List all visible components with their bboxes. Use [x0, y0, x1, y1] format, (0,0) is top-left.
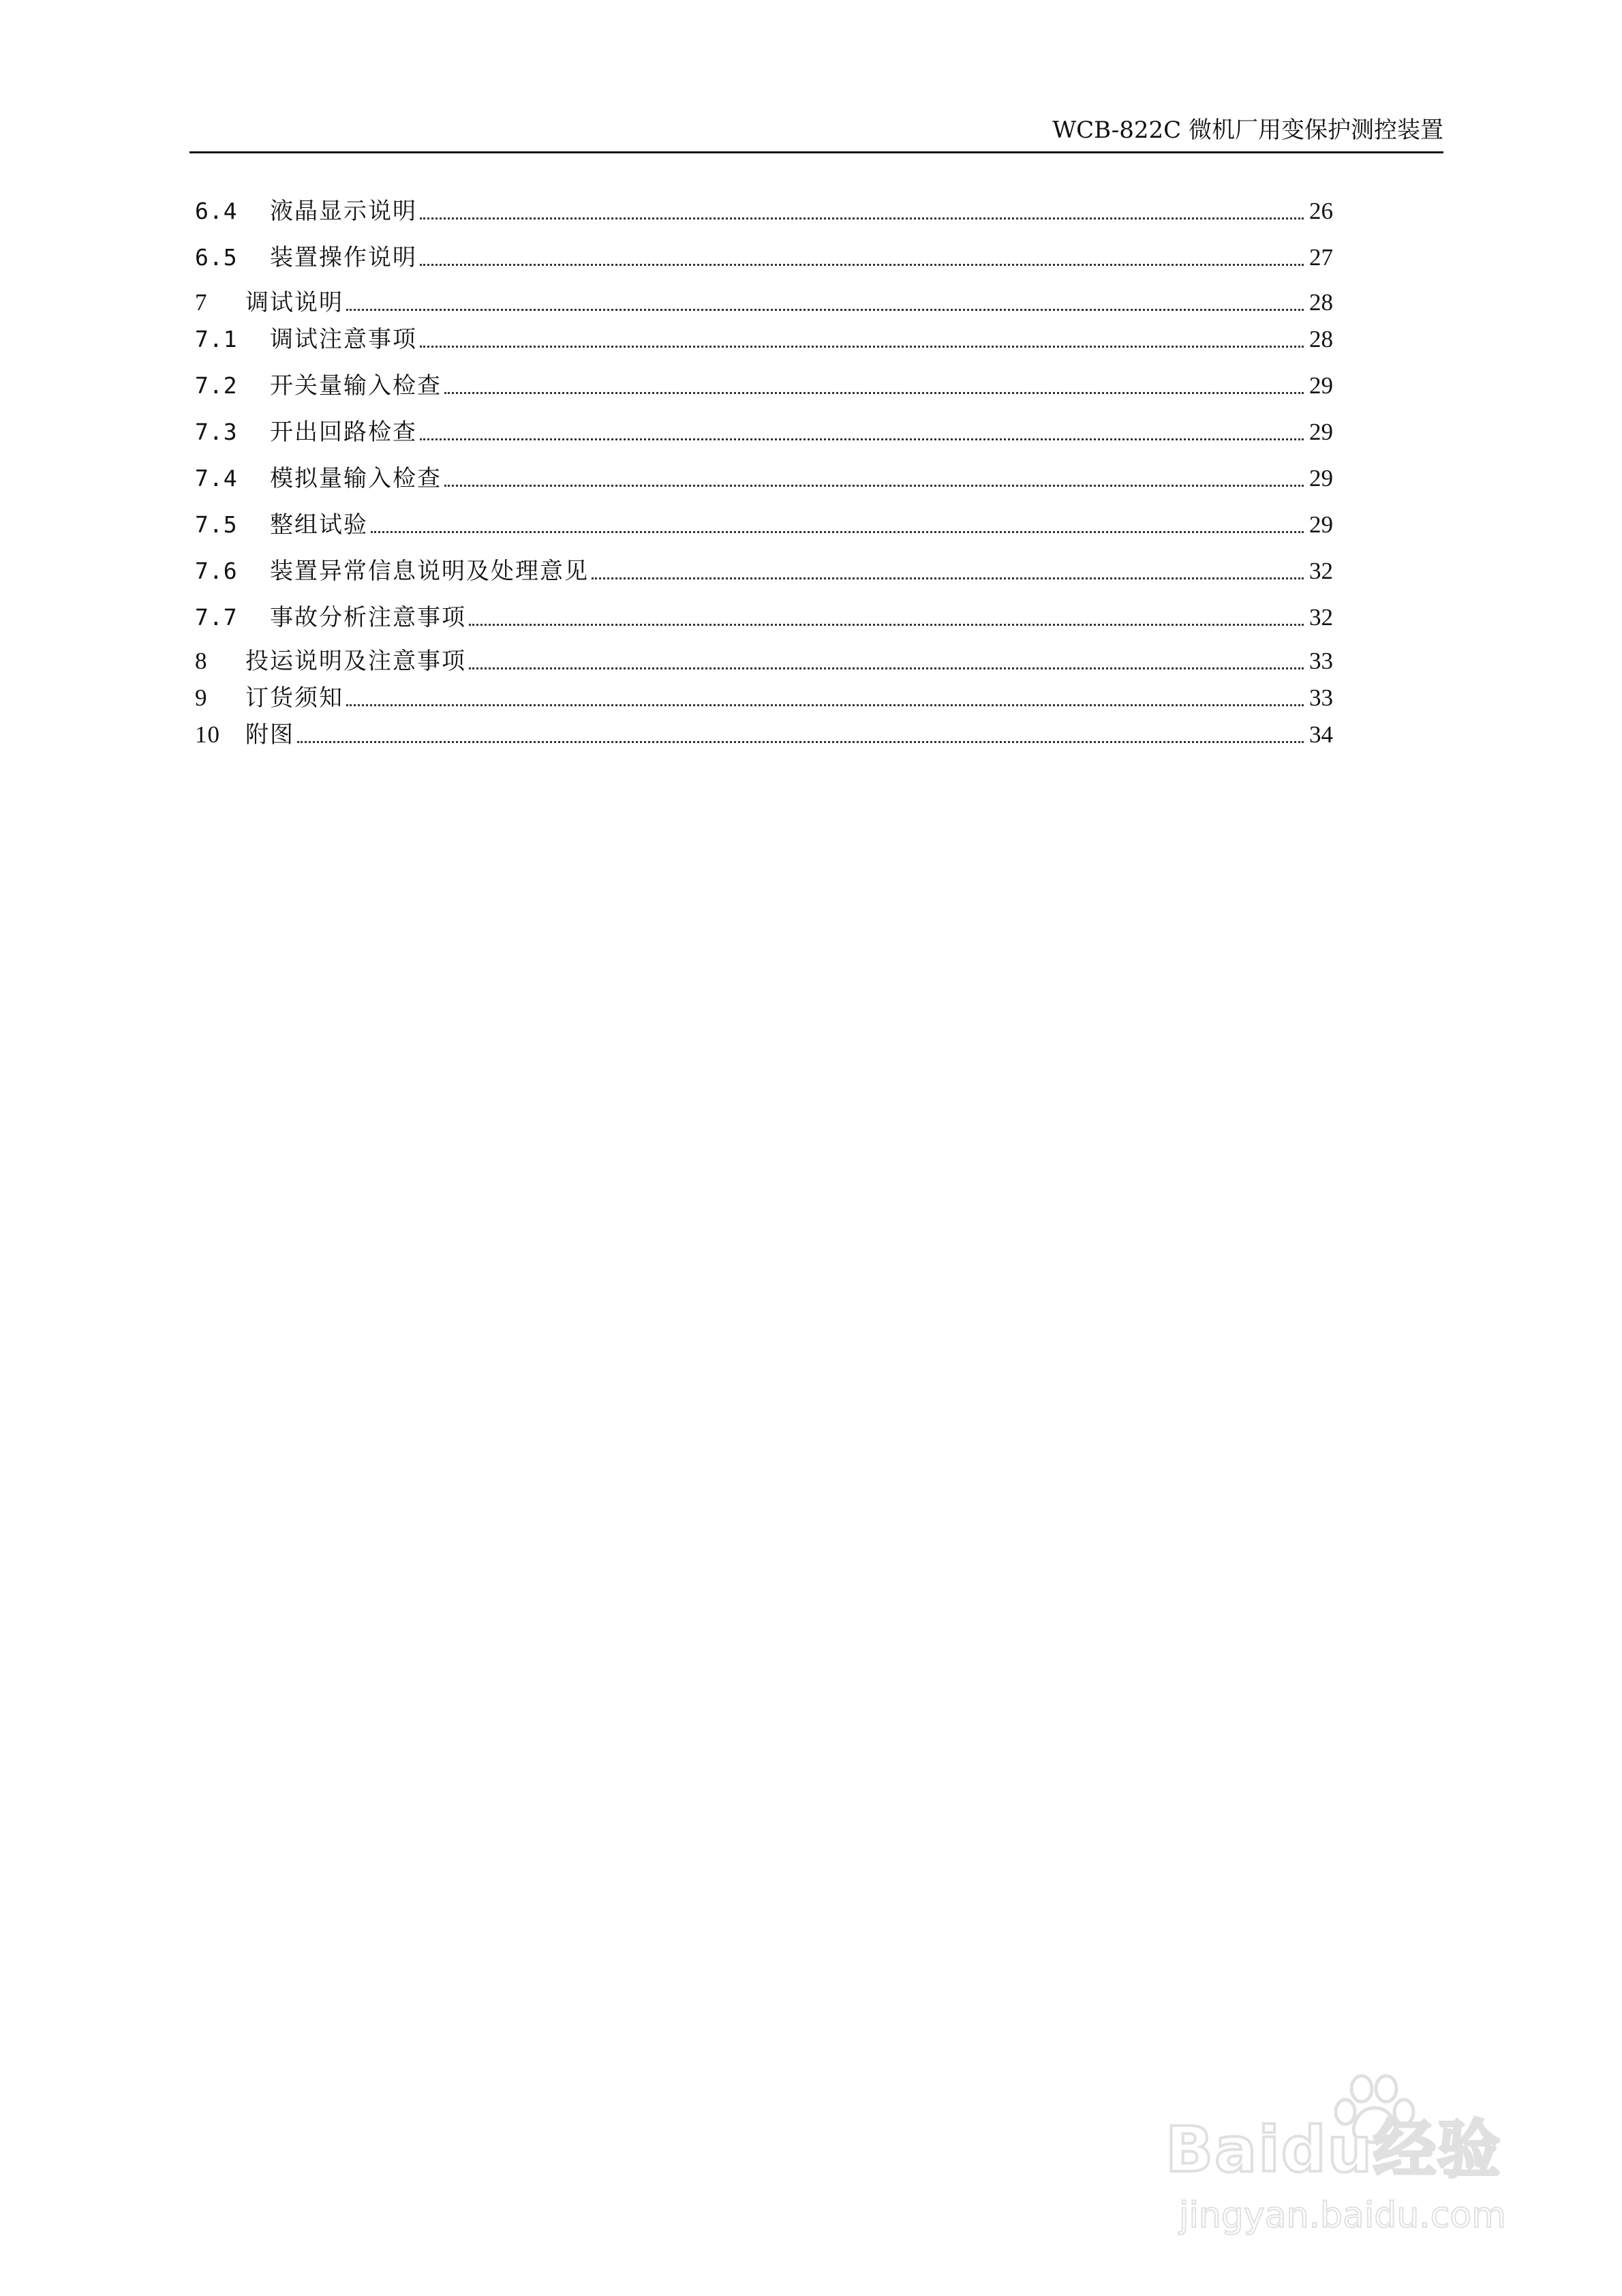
- toc-entry-label: 装置异常信息说明及处理意见: [270, 558, 589, 585]
- toc-entry-page: 28: [1309, 289, 1333, 316]
- toc-entry[interactable]: [195, 239, 1333, 273]
- toc-entry-number: 7.4: [195, 465, 238, 492]
- toc-dot-leader: [346, 308, 1304, 311]
- watermark: [1152, 2072, 1533, 2250]
- toc-entry[interactable]: [195, 642, 1333, 676]
- toc-entry-label: 订货须知: [245, 684, 343, 712]
- watermark-brand: Baidu经验: [1165, 2113, 1502, 2186]
- toc-dot-leader: [420, 438, 1304, 440]
- toc-dot-leader: [420, 217, 1304, 220]
- toc-entry-number: 7.1: [195, 326, 238, 352]
- toc-entry-page: 26: [1309, 198, 1333, 224]
- toc-entry[interactable]: [195, 599, 1333, 633]
- toc-entry-label: 调试注意事项: [270, 326, 417, 353]
- toc-entry-page: 33: [1309, 684, 1333, 711]
- toc-entry-label: 投运说明及注意事项: [245, 648, 466, 675]
- toc-entry-page: 29: [1309, 419, 1333, 445]
- toc-entry-number: 8: [195, 648, 208, 674]
- toc-entry-page: 27: [1309, 244, 1333, 271]
- toc-dot-leader: [371, 530, 1304, 533]
- toc-entry[interactable]: [195, 552, 1333, 586]
- watermark-url: jingyan.baidu.com: [1179, 2195, 1506, 2236]
- toc-entry-label: 开出回路检查: [270, 419, 417, 446]
- toc-entry-page: 34: [1309, 721, 1333, 748]
- toc-entry[interactable]: [195, 459, 1333, 494]
- toc-entry-label: 附图: [245, 721, 294, 749]
- toc-entry[interactable]: [195, 284, 1333, 318]
- page-header: [189, 109, 1443, 153]
- toc-entry-page: 29: [1309, 372, 1333, 399]
- toc-entry[interactable]: [195, 679, 1333, 713]
- toc-entry-label: 模拟量输入检查: [270, 465, 442, 492]
- toc-entry-number: 6.4: [195, 198, 238, 224]
- toc-entry-label: 调试说明: [245, 289, 343, 316]
- toc-dot-leader: [469, 667, 1304, 669]
- toc-entry-label: 事故分析注意事项: [270, 604, 466, 631]
- toc-entry-number: 7.7: [195, 604, 238, 631]
- toc-entry-page: 28: [1309, 326, 1333, 352]
- toc-dot-leader: [297, 740, 1304, 743]
- toc-entry-page: 29: [1309, 465, 1333, 492]
- toc-entry-number: 7.2: [195, 372, 238, 399]
- toc-dot-leader: [592, 577, 1304, 579]
- toc-entry-label: 开关量输入检查: [270, 372, 442, 399]
- toc-entry[interactable]: [195, 367, 1333, 401]
- toc-entry[interactable]: [195, 506, 1333, 540]
- toc-entry[interactable]: [195, 413, 1333, 447]
- toc-entry-label: 装置操作说明: [270, 244, 417, 271]
- header-title: WCB-822C 微机厂用变保护测控装置: [1052, 117, 1443, 144]
- toc-entry-number: 7: [195, 289, 208, 316]
- toc-dot-leader: [420, 345, 1304, 348]
- toc-dot-leader: [420, 263, 1304, 266]
- toc-entry-page: 32: [1309, 558, 1333, 584]
- toc-entry-number: 7.3: [195, 419, 238, 445]
- toc-dot-leader: [444, 484, 1304, 487]
- toc-entry-page: 32: [1309, 604, 1333, 631]
- toc-entry-page: 29: [1309, 511, 1333, 538]
- toc-entry-label: 整组试验: [270, 511, 368, 539]
- toc-entry[interactable]: [195, 320, 1333, 354]
- toc-entry-number: 7.6: [195, 558, 238, 584]
- toc-entry-label: 液晶显示说明: [270, 198, 417, 225]
- toc-dot-leader: [444, 391, 1304, 394]
- toc-entry-page: 33: [1309, 648, 1333, 674]
- toc-entry-number: 9: [195, 684, 208, 711]
- toc-entry-number: 7.5: [195, 511, 238, 538]
- toc-entry[interactable]: [195, 192, 1333, 226]
- toc-entry-number: 6.5: [195, 244, 238, 271]
- toc-dot-leader: [469, 623, 1304, 626]
- toc-dot-leader: [346, 704, 1304, 706]
- toc-entry[interactable]: [195, 716, 1333, 750]
- toc-entry-number: 10: [195, 721, 220, 748]
